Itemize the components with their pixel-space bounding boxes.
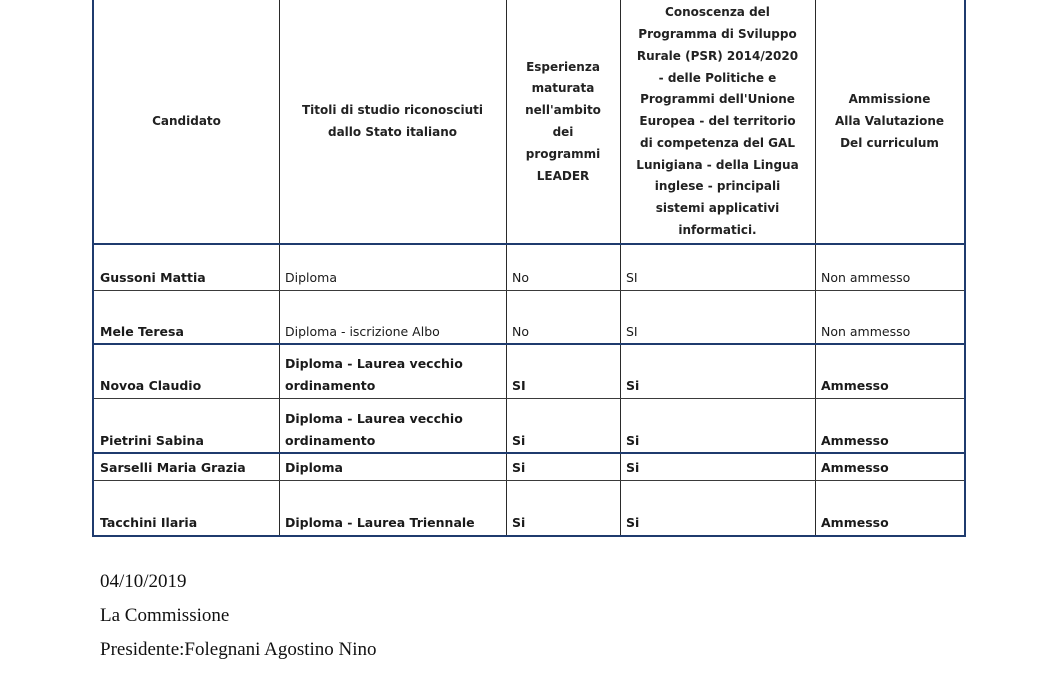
header-conoscenza <box>620 0 815 244</box>
header-candidato-label: Candidato <box>152 114 221 129</box>
cell-conoscenza: Si <box>626 433 640 448</box>
cell-esperienza: No <box>512 270 529 285</box>
cell-titoli: Diploma <box>285 460 343 475</box>
cell-candidato: Pietrini Sabina <box>100 433 204 448</box>
cell-candidato: Gussoni Mattia <box>100 270 206 285</box>
table-row <box>94 244 964 290</box>
table-row <box>94 290 964 344</box>
cell-esperienza: No <box>512 324 529 339</box>
cell-esperienza: SI <box>512 378 526 393</box>
cell-ammissione: Ammesso <box>821 433 889 448</box>
cell-ammissione: Ammesso <box>821 515 889 530</box>
cell-conoscenza: SI <box>626 324 638 339</box>
cell-conoscenza: SI <box>626 270 638 285</box>
commission-label: La Commissione <box>100 605 230 626</box>
president-label: Presidente:Folegnani Agostino Nino <box>100 639 377 660</box>
row-divider <box>94 243 964 245</box>
cell-candidato: Tacchini Ilaria <box>100 515 198 530</box>
cell-candidato: Novoa Claudio <box>100 378 202 393</box>
column-divider <box>279 0 280 535</box>
row-divider <box>94 480 964 481</box>
cell-ammissione: Ammesso <box>821 460 889 475</box>
header-candidato <box>94 0 279 244</box>
column-divider <box>620 0 621 535</box>
cell-ammissione: Non ammesso <box>821 324 911 339</box>
cell-conoscenza: Si <box>626 515 640 530</box>
header-ammissione <box>815 0 964 244</box>
table-row <box>94 398 964 453</box>
cell-esperienza: Si <box>512 515 526 530</box>
cell-candidato: Mele Teresa <box>100 324 184 339</box>
cell-conoscenza: Si <box>626 378 640 393</box>
cell-titoli: Diploma <box>285 270 337 285</box>
header-conoscenza-label: Conoscenza del Programma di Sviluppo Rurale (PSR) 2014/2020 - delle Politiche e Programmi dell'Unione Europea - del territorio di competenza del GAL Lunigiana - della Lingua inglese - principali sistemi applicativi informatici. <box>636 5 799 238</box>
row-divider <box>94 343 964 345</box>
column-divider <box>815 0 816 535</box>
header-esperienza-label: Esperienza maturata nell'ambito dei programmi LEADER <box>525 59 601 183</box>
cell-titoli: Diploma - iscrizione Albo <box>285 324 440 339</box>
results-table <box>92 0 966 537</box>
cell-titoli-text: Diploma - Laurea vecchio ordinamento <box>285 411 463 448</box>
table-row <box>94 453 964 480</box>
table-header-row <box>94 0 964 244</box>
table-row <box>94 344 964 398</box>
header-titoli-label: Titoli di studio riconosciuti dallo Stato italiano <box>301 103 484 139</box>
row-divider <box>94 452 964 454</box>
header-ammissione-label: Ammissione Alla Valutazione Del curriculum <box>834 92 945 150</box>
column-divider <box>506 0 507 535</box>
cell-titoli <box>279 398 506 453</box>
cell-esperienza: Si <box>512 433 526 448</box>
cell-conoscenza: Si <box>626 460 640 475</box>
cell-ammissione: Ammesso <box>821 378 889 393</box>
cell-titoli <box>279 344 506 398</box>
cell-ammissione: Non ammesso <box>821 270 911 285</box>
row-divider <box>94 290 964 291</box>
cell-titoli-text: Diploma - Laurea vecchio ordinamento <box>285 356 463 393</box>
cell-candidato: Sarselli Maria Grazia <box>100 460 246 475</box>
table-row <box>94 480 964 535</box>
cell-esperienza: Si <box>512 460 526 475</box>
header-esperienza <box>506 0 620 244</box>
header-titoli <box>279 0 506 244</box>
cell-titoli: Diploma - Laurea Triennale <box>285 515 475 530</box>
document-date: 04/10/2019 <box>100 571 187 592</box>
row-divider <box>94 398 964 399</box>
